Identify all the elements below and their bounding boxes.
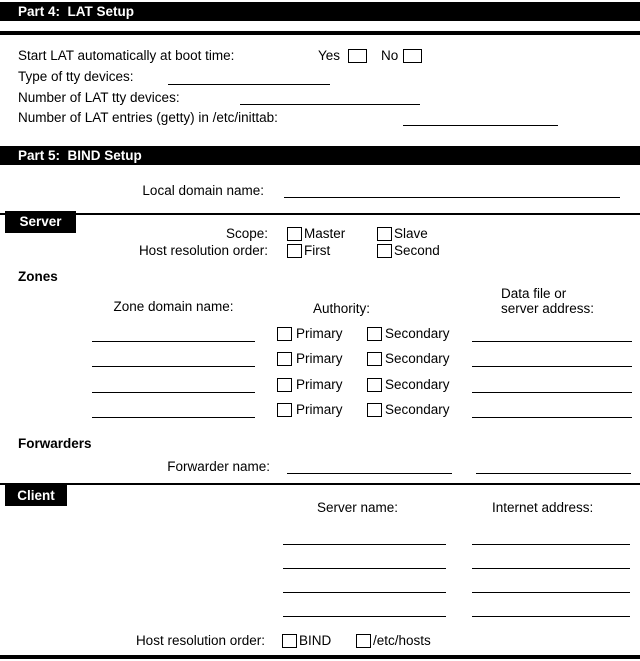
scope-master-label: Master <box>304 226 346 241</box>
zone-domain-input-line[interactable] <box>92 366 255 367</box>
primary-checkbox[interactable] <box>277 378 292 392</box>
scope-slave-label: Slave <box>394 226 428 241</box>
local-domain-label: Local domain name: <box>142 183 264 198</box>
internet-address-input-line[interactable] <box>472 544 630 545</box>
secondary-label: Secondary <box>385 351 450 366</box>
tty-count-input-line[interactable] <box>240 104 420 105</box>
secondary-label: Secondary <box>385 377 450 392</box>
server-name-col-header: Server name: <box>317 500 399 515</box>
internet-address-input-line[interactable] <box>472 592 630 593</box>
client-label: Client <box>17 488 55 503</box>
no-label: No <box>381 48 399 63</box>
host-res-second-checkbox[interactable] <box>377 244 392 258</box>
yes-checkbox[interactable] <box>348 49 367 63</box>
host-res-first-label: First <box>304 243 331 258</box>
host-res-first-checkbox[interactable] <box>287 244 302 258</box>
secondary-checkbox[interactable] <box>367 352 382 366</box>
tty-type-input-line[interactable] <box>168 84 330 85</box>
secondary-label: Secondary <box>385 402 450 417</box>
zone-domain-input-line[interactable] <box>92 341 255 342</box>
forwarders-heading: Forwarders <box>18 436 92 451</box>
server-name-input-line[interactable] <box>283 568 446 569</box>
server-name-input-line[interactable] <box>283 616 446 617</box>
secondary-checkbox[interactable] <box>367 378 382 392</box>
tty-count-label: Number of LAT tty devices: <box>18 90 180 105</box>
data-file-input-line[interactable] <box>472 341 632 342</box>
data-file-col-header-line2: server address: <box>501 301 595 316</box>
forwarder-name-input-line-2[interactable] <box>476 473 631 474</box>
scope-slave-checkbox[interactable] <box>377 227 392 241</box>
data-file-input-line[interactable] <box>472 417 632 418</box>
zone-domain-col-header: Zone domain name: <box>113 299 234 314</box>
bind-checkbox[interactable] <box>282 634 297 648</box>
client-section-rule <box>0 483 640 485</box>
start-lat-label: Start LAT automatically at boot time: <box>18 48 235 63</box>
internet-address-col-header: Internet address: <box>492 500 594 515</box>
primary-label: Primary <box>296 351 343 366</box>
authority-col-header: Authority: <box>313 301 371 316</box>
primary-label: Primary <box>296 402 343 417</box>
tty-type-label: Type of tty devices: <box>18 69 134 84</box>
local-domain-input-line[interactable] <box>284 197 620 198</box>
forwarder-name-label: Forwarder name: <box>167 459 270 474</box>
secondary-checkbox[interactable] <box>367 403 382 417</box>
server-name-input-line[interactable] <box>283 592 446 593</box>
internet-address-input-line[interactable] <box>472 568 630 569</box>
part4-divider-rule <box>0 31 640 35</box>
part5-header-bar <box>0 146 640 165</box>
page-bottom-rule <box>0 655 640 659</box>
data-file-input-line[interactable] <box>472 366 632 367</box>
client-host-res-label: Host resolution order: <box>135 633 265 648</box>
server-label: Server <box>19 214 62 229</box>
server-host-res-label: Host resolution order: <box>138 243 268 258</box>
internet-address-input-line[interactable] <box>472 616 630 617</box>
etc-hosts-label: /etc/hosts <box>373 633 431 648</box>
server-section-rule <box>0 213 640 215</box>
data-file-input-line[interactable] <box>472 392 632 393</box>
secondary-checkbox[interactable] <box>367 327 382 341</box>
scope-label: Scope: <box>225 226 268 241</box>
zones-heading: Zones <box>18 269 58 284</box>
zone-domain-input-line[interactable] <box>92 417 255 418</box>
part4-title: Part 4: LAT Setup <box>18 4 135 19</box>
host-res-second-label: Second <box>394 243 440 258</box>
primary-checkbox[interactable] <box>277 403 292 417</box>
inittab-label: Number of LAT entries (getty) in /etc/inittab: <box>18 110 278 125</box>
scope-master-checkbox[interactable] <box>287 227 302 241</box>
forwarder-name-input-line-1[interactable] <box>287 473 452 474</box>
client-section-tab <box>5 485 67 506</box>
inittab-input-line[interactable] <box>403 125 558 126</box>
primary-checkbox[interactable] <box>277 352 292 366</box>
primary-checkbox[interactable] <box>277 327 292 341</box>
primary-label: Primary <box>296 326 343 341</box>
primary-label: Primary <box>296 377 343 392</box>
zone-domain-input-line[interactable] <box>92 392 255 393</box>
bind-label: BIND <box>299 633 332 648</box>
yes-label: Yes <box>318 48 341 63</box>
part5-title: Part 5: BIND Setup <box>18 148 142 163</box>
data-file-col-header-line1: Data file or <box>501 286 567 301</box>
server-name-input-line[interactable] <box>283 544 446 545</box>
secondary-label: Secondary <box>385 326 450 341</box>
part4-header-bar <box>0 2 640 21</box>
etc-hosts-checkbox[interactable] <box>356 634 371 648</box>
no-checkbox[interactable] <box>403 49 422 63</box>
